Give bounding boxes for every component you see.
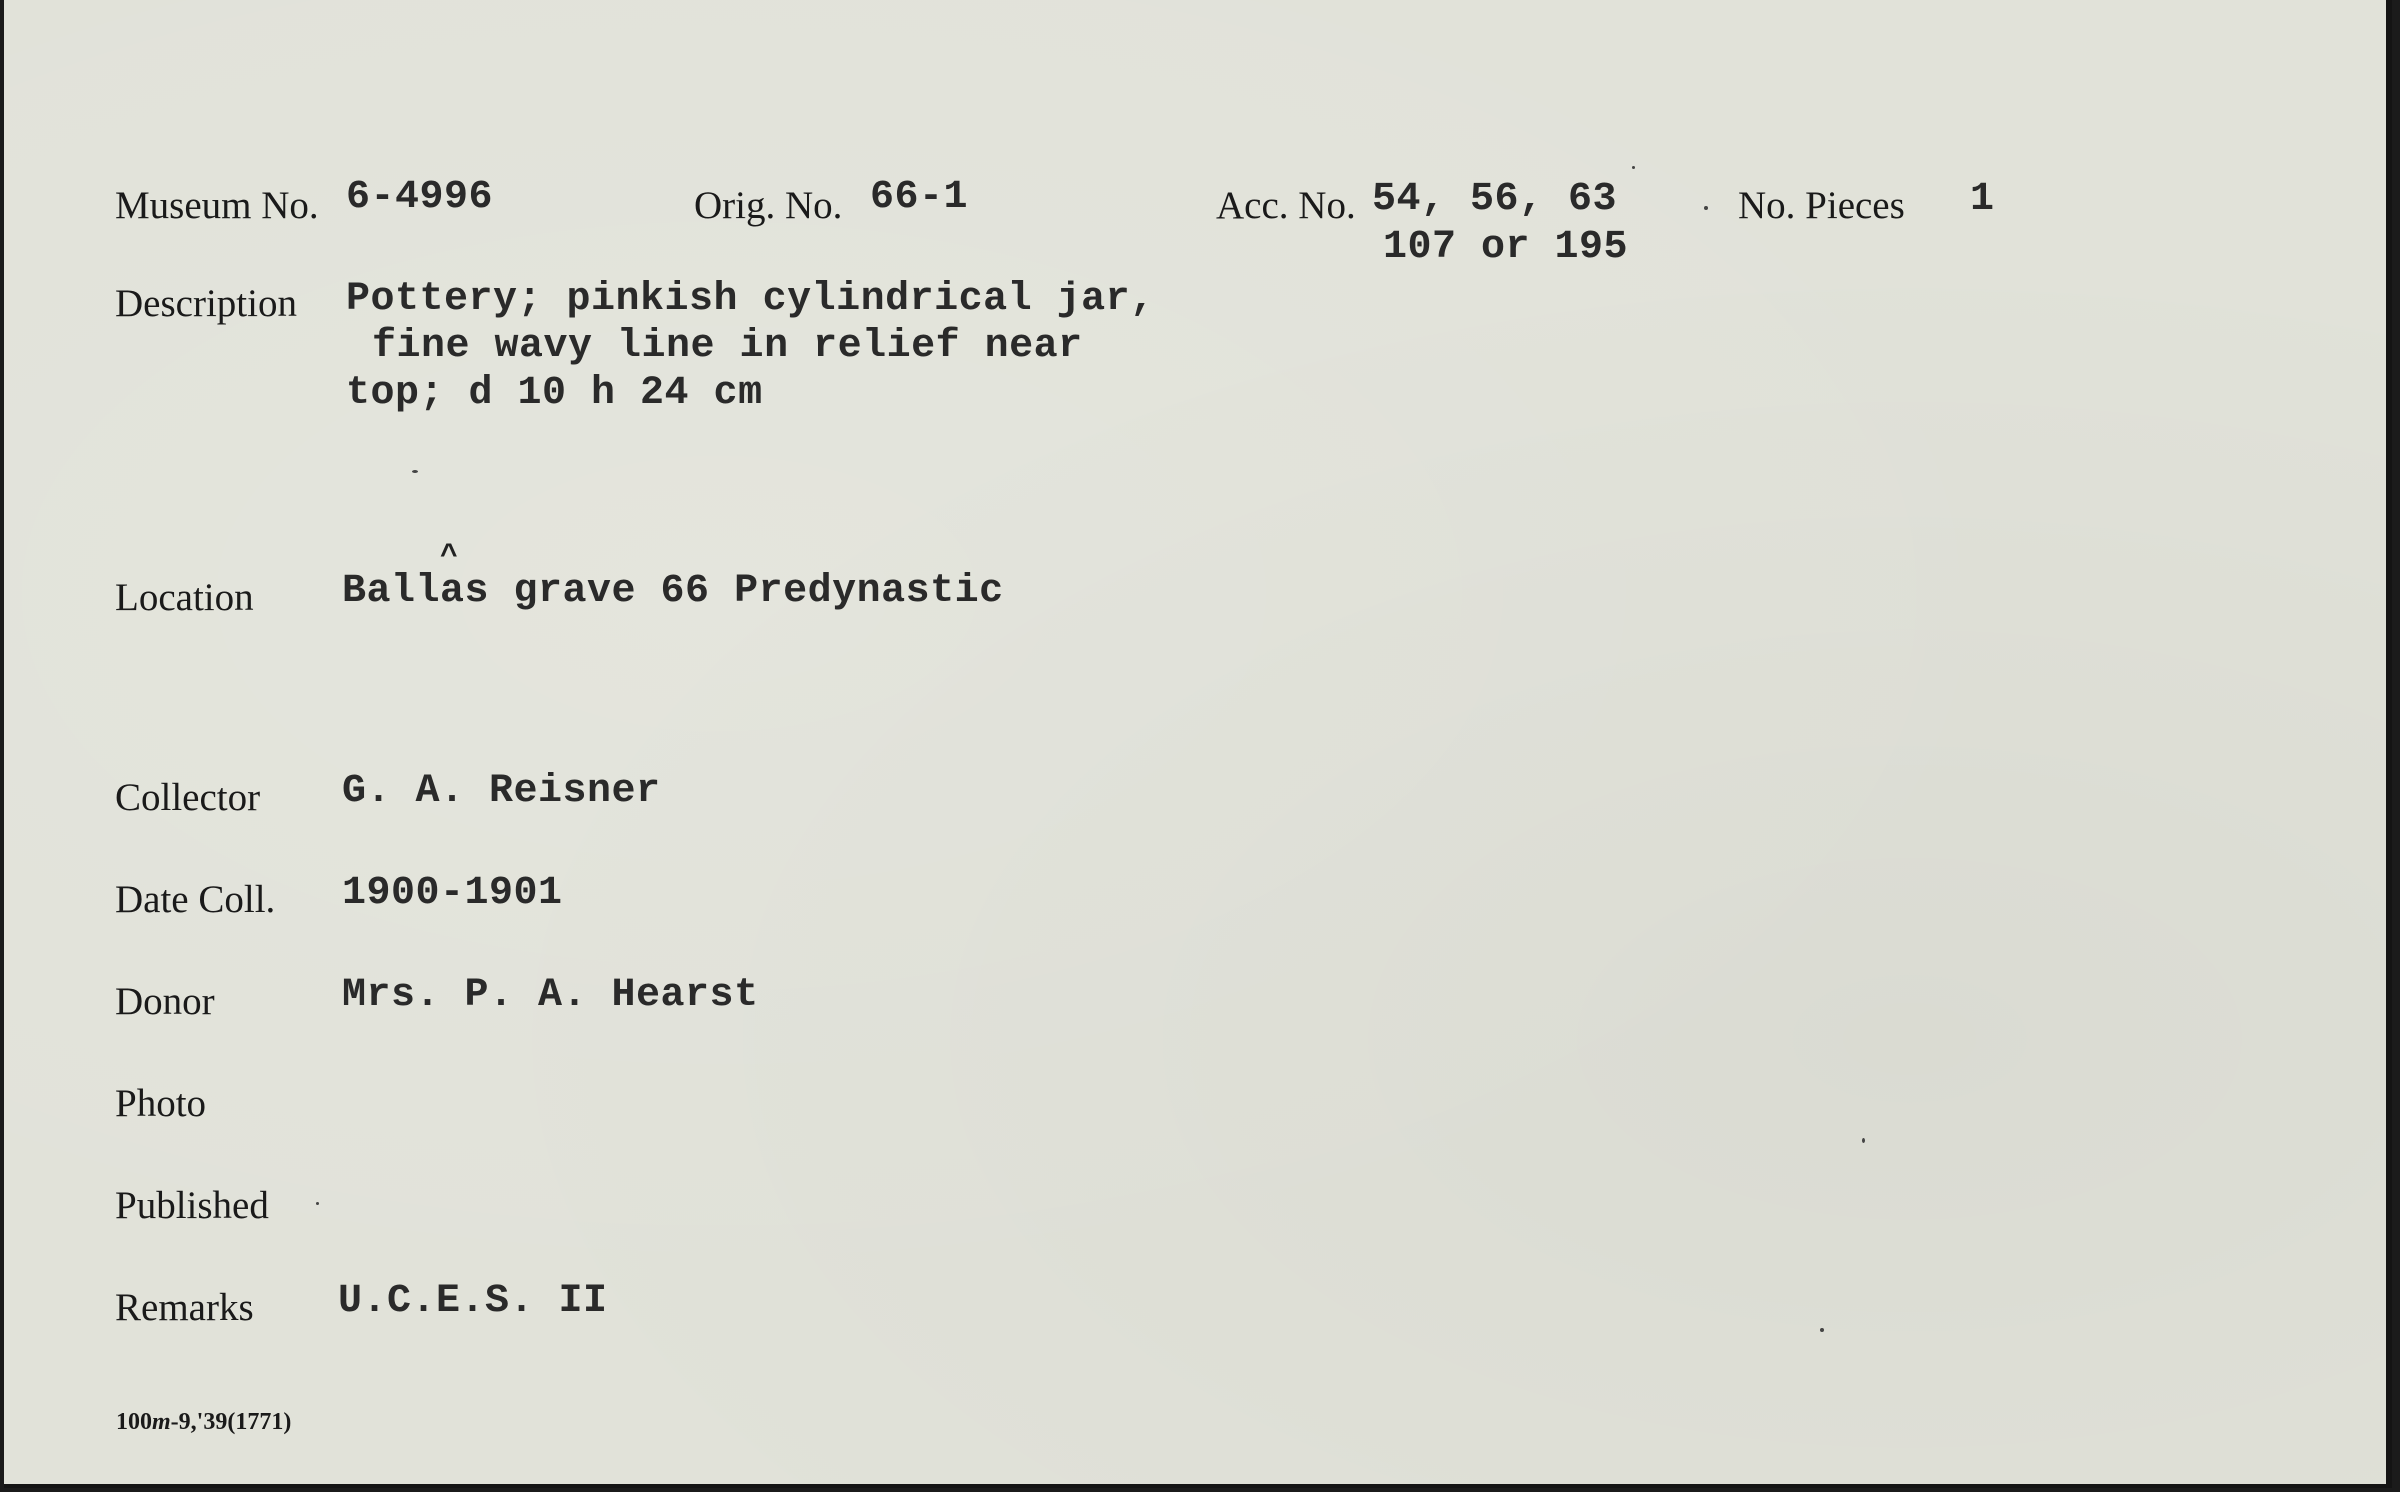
date-coll-label: Date Coll. <box>115 878 276 921</box>
acc-no-label: Acc. No. <box>1216 184 1356 227</box>
donor-value: Mrs. P. A. Hearst <box>342 973 759 1018</box>
collector-value: G. A. Reisner <box>342 769 661 814</box>
remarks-value: U.C.E.S. II <box>338 1279 608 1324</box>
speck <box>412 470 418 473</box>
print-code-suffix: -9,'39(1771) <box>170 1409 292 1435</box>
catalog-card <box>4 0 2392 1488</box>
acc-no-value-line2: 107 or 195 <box>1382 225 1628 270</box>
speck <box>1632 166 1635 169</box>
remarks-label: Remarks <box>115 1286 254 1329</box>
description-label: Description <box>115 282 297 325</box>
date-coll-value: 1900-1901 <box>342 871 563 916</box>
orig-no-value: 66-1 <box>870 175 969 220</box>
orig-no-label: Orig. No. <box>694 184 843 227</box>
acc-no-value-line1: 54, 56, 63 <box>1372 177 1618 222</box>
description-line-1: Pottery; pinkish cylindrical jar, <box>346 277 1155 322</box>
no-pieces-label: No. Pieces <box>1738 184 1905 227</box>
museum-no-label: Museum No. <box>115 184 319 227</box>
speck <box>1862 1138 1865 1143</box>
insertion-mark: ^ <box>440 540 459 574</box>
speck <box>316 1202 319 1205</box>
print-code-italic: m <box>152 1409 171 1435</box>
print-code-prefix: 100 <box>116 1409 152 1435</box>
no-pieces-value: 1 <box>1970 177 1995 222</box>
location-label: Location <box>115 576 254 619</box>
published-label: Published <box>115 1184 269 1227</box>
museum-no-value: 6-4996 <box>346 175 494 220</box>
collector-label: Collector <box>115 776 261 819</box>
description-line-3: top; d 10 h 24 cm <box>346 371 763 416</box>
location-value: Ballas grave 66 Predynastic <box>342 569 1004 614</box>
print-code <box>116 1410 291 1434</box>
description-line-2: fine wavy line in relief near <box>372 324 1083 369</box>
photo-label: Photo <box>115 1082 207 1125</box>
donor-label: Donor <box>115 980 215 1023</box>
speck <box>1820 1328 1824 1332</box>
speck <box>1704 206 1708 210</box>
